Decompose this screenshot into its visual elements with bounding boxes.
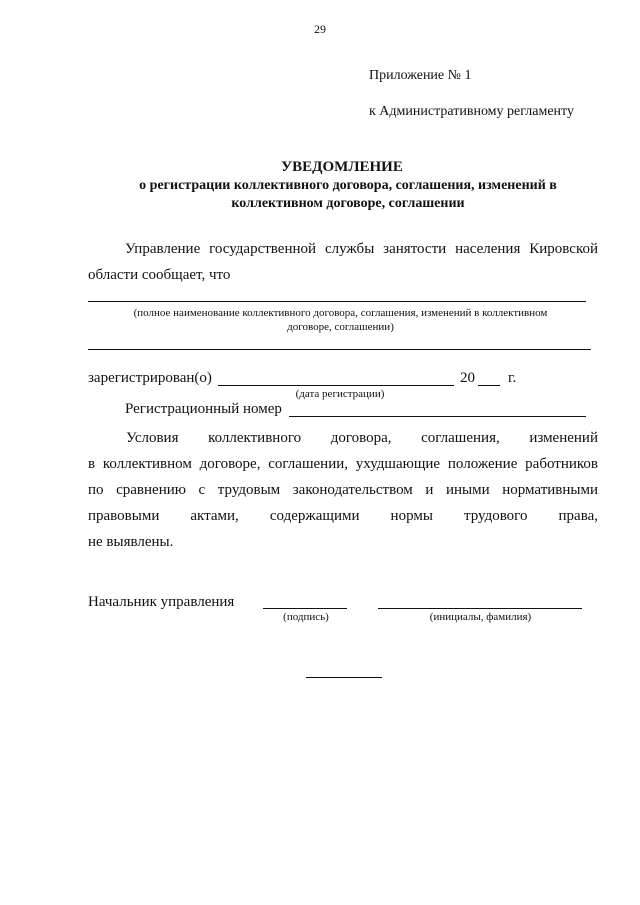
registered-label: зарегистрирован(о): [88, 370, 212, 386]
conditions-line-5: не выявлены.: [88, 534, 174, 550]
appendix-label: Приложение № 1: [369, 68, 472, 83]
signature-blank-line: [263, 608, 347, 609]
conditions-paragraph: [88, 425, 598, 555]
year-suffix: г.: [508, 370, 517, 386]
name-blank-line-1: [88, 301, 586, 302]
intro-line-1: Управление государственной службы занятости населения Кировской: [125, 241, 598, 257]
name-caption-line-2: договоре, соглашении): [287, 321, 394, 333]
name-caption: [88, 306, 593, 334]
intro-line-2: области сообщает, что: [88, 267, 231, 283]
date-caption: (дата регистрации): [295, 388, 385, 400]
name-blank-line-2: [88, 349, 591, 350]
subtitle-line-2: коллективном договоре, соглашении: [231, 196, 465, 211]
conditions-line-3: по сравнению с трудовым законодательством и иными нормативными: [88, 482, 598, 498]
date-blank-line: [218, 385, 454, 386]
regulation-label: к Административному регламенту: [369, 104, 574, 119]
conditions-line-4: правовыми актами, содержащими нормы трудового права,: [88, 508, 598, 524]
reg-number-label: Регистрационный номер: [125, 401, 282, 417]
subtitle-line-1: о регистрации коллективного договора, соглашения, изменений в: [139, 178, 557, 193]
document-title: УВЕДОМЛЕНИЕ: [281, 159, 403, 175]
head-label: Начальник управления: [88, 594, 235, 610]
document-subtitle: [110, 177, 586, 213]
end-rule: [306, 677, 382, 678]
year-blank-line: [478, 385, 500, 386]
name-caption-line-1: (полное наименование коллективного договора, соглашения, изменений в коллективном: [133, 307, 548, 319]
signature-caption: (подпись): [283, 611, 329, 623]
conditions-line-1: Условия коллективного договора, соглашения, изменений: [126, 430, 598, 446]
conditions-line-2: в коллективном договоре, соглашении, ухудшающие положение работников: [88, 456, 598, 472]
year-prefix: 20: [460, 370, 475, 386]
page-number: 29: [314, 22, 326, 36]
initials-caption: (инициалы, фамилия): [429, 611, 532, 623]
initials-blank-line: [378, 608, 582, 609]
reg-number-blank-line: [289, 416, 586, 417]
